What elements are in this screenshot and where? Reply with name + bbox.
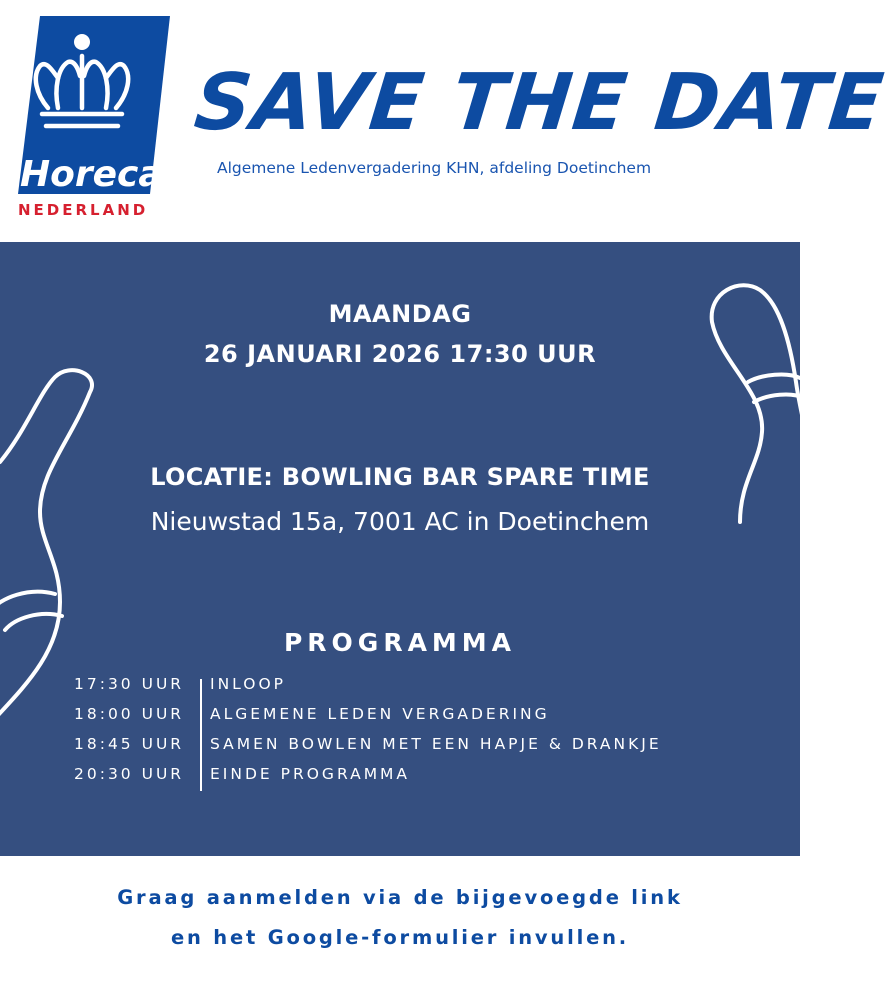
program-list	[74, 675, 774, 795]
program-time: 17:30 UUR	[74, 675, 185, 693]
program-activity: INLOOP	[210, 675, 286, 693]
location-address: Nieuwstad 15a, 7001 AC in Doetinchem	[150, 507, 650, 536]
bowling-pin-icon	[700, 282, 800, 602]
signup-text-line-1: Graag aanmelden via de bijgevoegde link	[117, 886, 683, 909]
program-activity: ALGEMENE LEDEN VERGADERING	[210, 705, 550, 723]
program-item	[74, 765, 774, 795]
program-title: PROGRAMMA	[283, 628, 517, 657]
page-subtitle: Algemene Ledenvergadering KHN, afdeling Doetinchem	[217, 159, 652, 177]
program-item	[74, 675, 774, 705]
event-day: MAANDAG	[328, 300, 472, 328]
program-item	[74, 705, 774, 735]
program-time: 20:30 UUR	[74, 765, 185, 783]
page-title: SAVE THE DATE	[190, 58, 888, 148]
program-time: 18:45 UUR	[74, 735, 185, 753]
svg-text:Horeca: Horeca	[20, 154, 163, 195]
logo-brand-wordmark	[20, 154, 163, 195]
event-panel	[0, 242, 800, 856]
horeca-nederland-logo	[12, 16, 172, 221]
event-datetime: 26 JANUARI 2026 17:30 UUR	[203, 340, 597, 368]
logo-country-wordmark	[18, 201, 148, 219]
program-activity: EINDE PROGRAMMA	[210, 765, 411, 783]
program-item	[74, 735, 774, 765]
location-heading: LOCATIE: BOWLING BAR SPARE TIME	[150, 463, 650, 491]
header	[0, 0, 888, 242]
program-activity: SAMEN BOWLEN MET EEN HAPJE & DRANKJE	[210, 735, 662, 753]
svg-text:NEDERLAND: NEDERLAND	[18, 201, 149, 219]
program-time: 18:00 UUR	[74, 705, 185, 723]
signup-text-line-2: en het Google-formulier invullen.	[170, 926, 629, 949]
